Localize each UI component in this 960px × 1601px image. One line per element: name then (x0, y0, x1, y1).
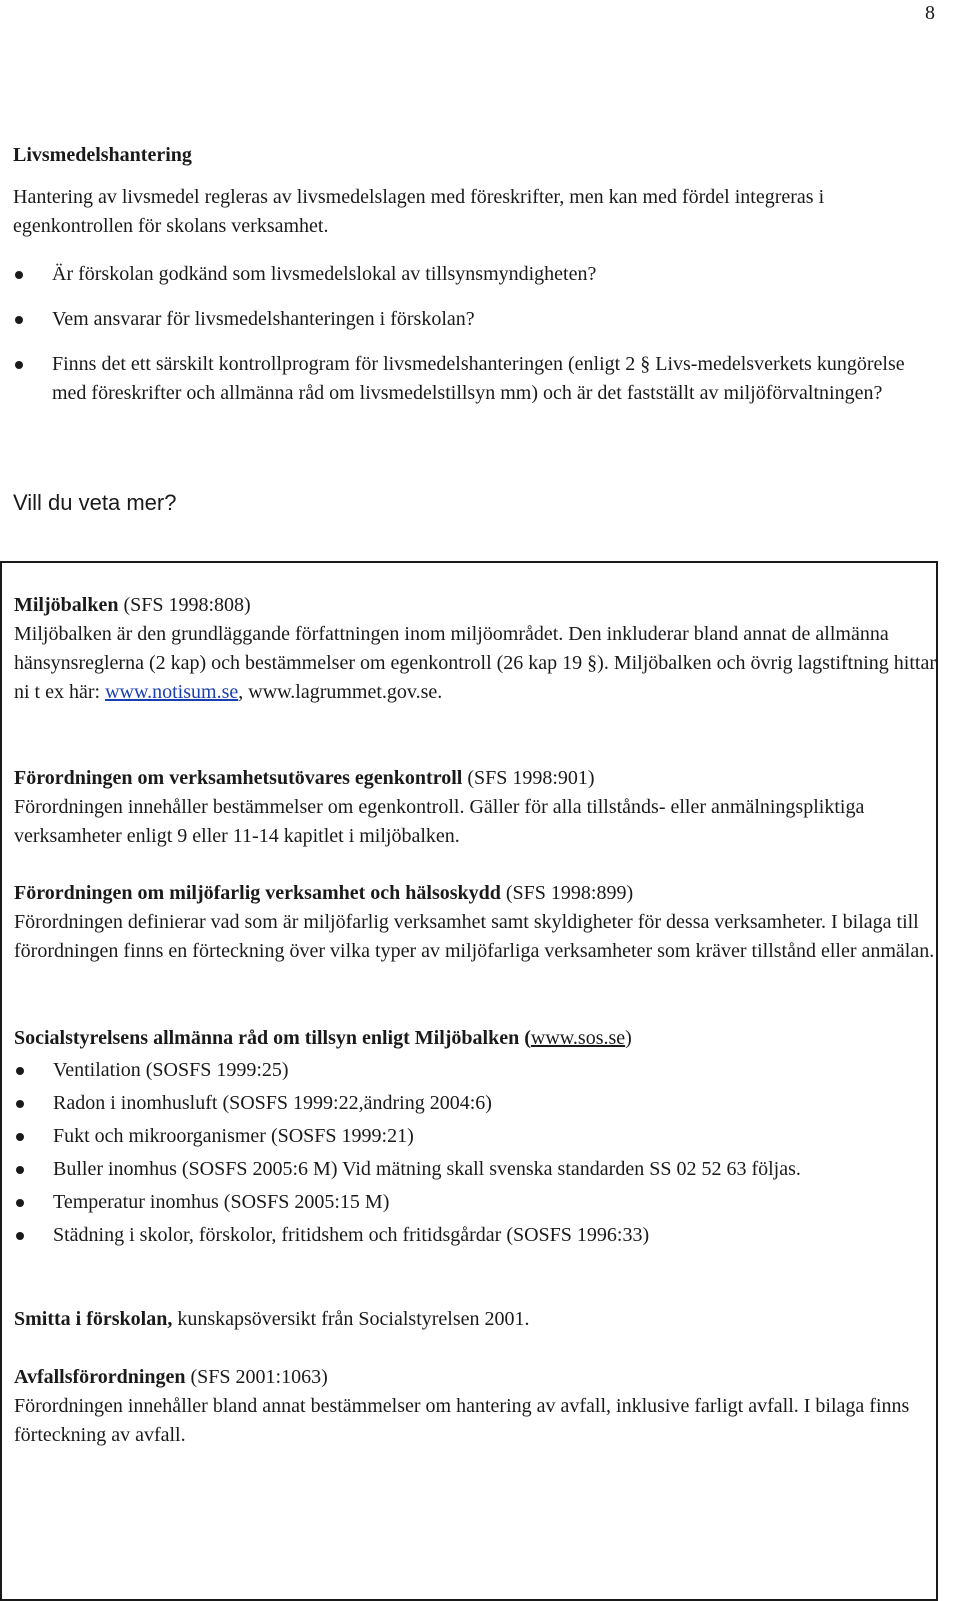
sosfs-list (14, 1056, 938, 1254)
bullet-icon (15, 271, 23, 279)
livsmedel-heading: Livsmedelshantering (13, 144, 192, 166)
livsmedel-section (13, 141, 953, 170)
miljofarlig-title: Förordningen om miljöfarlig verksamhet och hälsoskydd (14, 882, 501, 904)
sosfs-item: Fukt och mikroorganismer (SOSFS 1999:21) (14, 1122, 938, 1151)
bullet-icon (16, 1166, 24, 1174)
question-item: Vem ansvarar för livsmedelshanteringen i förskolan? (13, 305, 913, 334)
miljobalken-text: Miljöbalken är den grundläggande författningen inom miljöområdet. Den inkluderar bland annat de allmänna hänsynsreglerna (2 kap) och bestämmelser om egenkontroll (26 kap 19 §). Miljöbalken och övrig lagstiftning hittar ni t ex här: (14, 623, 936, 703)
sos-link[interactable]: www.sos.se (530, 1027, 626, 1049)
livsmedel-question-list (13, 350, 913, 408)
question-item: Är förskolan godkänd som livsmedelslokal av tillsynsmyndigheten? (13, 260, 913, 289)
miljobalken-entry: Miljöbalken (SFS 1998:808) Miljöbalken är den grundläggande författningen inom miljöområdet. Den inkluderar bland annat de allmänna hänsynsreglerna (2 kap) och bestämmelser om egenkontroll (26 kap 19 §). Miljöbalken och övrig lagstiftning hittar ni t ex här: www.notisum.se, www.lagrummet.gov.se. (14, 594, 936, 703)
more-info-heading: Vill du veta mer? (13, 490, 177, 515)
bullet-icon (16, 1067, 24, 1075)
sosfs-item: Radon i inomhusluft (SOSFS 1999:22,ändring 2004:6) (14, 1089, 938, 1118)
livsmedel-intro: Hantering av livsmedel regleras av livsmedelslagen med föreskrifter, men kan med fördel integreras i egenkontrollen för skolans verksamhet. (13, 186, 825, 237)
bullet-icon (16, 1232, 24, 1240)
miljofarlig-entry (14, 879, 938, 966)
bullet-icon (16, 1100, 24, 1108)
smitta-entry (14, 1305, 938, 1334)
avfall-title: Avfallsförordningen (14, 1366, 186, 1388)
miljofarlig-text: Förordningen definierar vad som är miljöfarlig verksamhet samt skyldigheter för dessa verksamheter. I bilaga till förordningen finns en förteckning över vilka typer av miljöfarliga verksamheter som kräver tillstånd eller anmälan. (14, 911, 935, 962)
smitta-title: Smitta i förskolan, (14, 1308, 173, 1330)
bullet-icon (16, 1133, 24, 1141)
egenkontroll-entry (14, 764, 938, 851)
bullet-icon (15, 361, 23, 369)
egenkontroll-text: Förordningen innehåller bestämmelser om egenkontroll. Gäller för alla tillstånds- eller anmälningspliktiga verksamheter enligt 9 eller 11-14 kapitlet i miljöbalken. (14, 796, 865, 847)
avfall-entry (14, 1363, 938, 1450)
reference-box (0, 561, 938, 1601)
sosfs-item: Ventilation (SOSFS 1999:25) (14, 1056, 938, 1085)
smitta-text: kunskapsöversikt från Socialstyrelsen 2001. (172, 1308, 530, 1330)
sosfs-item: Temperatur inomhus (SOSFS 2005:15 M) (14, 1188, 938, 1217)
sosfs-item: Buller inomhus (SOSFS 2005:6 M) Vid mätning skall svenska standarden SS 02 52 63 följas. (14, 1155, 938, 1184)
egenkontroll-ref: (SFS 1998:901) (462, 767, 595, 789)
page-number: 8 (925, 2, 935, 24)
bullet-icon (16, 1199, 24, 1207)
miljofarlig-ref: (SFS 1998:899) (500, 882, 634, 904)
socialstyrelsen-entry: Socialstyrelsens allmänna råd om tillsyn enligt Miljöbalken (www.sos.se) (14, 1027, 632, 1049)
miljobalken-ref: (SFS 1998:808) (118, 594, 251, 616)
livsmedel-question-list (13, 305, 913, 334)
question-item: Finns det ett särskilt kontrollprogram för livsmedelshanteringen (enligt 2 § Livs-medelsverkets kungörelse med föreskrifter och allmänna råd om livsmedelstillsyn mm) och är det fastställt av miljöförvaltningen? (13, 350, 913, 408)
sosfs-item: Städning i skolor, förskolor, fritidshem och fritidsgårdar (SOSFS 1996:33) (14, 1221, 938, 1250)
livsmedel-question-list (13, 260, 913, 289)
socialstyrelsen-title: Socialstyrelsens allmänna råd om tillsyn enligt Miljöbalken ( (14, 1027, 531, 1049)
bullet-icon (15, 316, 23, 324)
notisum-link[interactable]: www.notisum.se (105, 681, 239, 703)
egenkontroll-title: Förordningen om verksamhetsutövares egenkontroll (14, 767, 463, 789)
avfall-ref: (SFS 2001:1063) (185, 1366, 328, 1388)
lagrummet-link[interactable]: www.lagrummet.gov.se. (248, 681, 443, 703)
avfall-text: Förordningen innehåller bland annat bestämmelser om hantering av avfall, inklusive farligt avfall. I bilaga finns förteckning av avfall. (14, 1395, 910, 1446)
miljobalken-title: Miljöbalken (14, 594, 119, 616)
